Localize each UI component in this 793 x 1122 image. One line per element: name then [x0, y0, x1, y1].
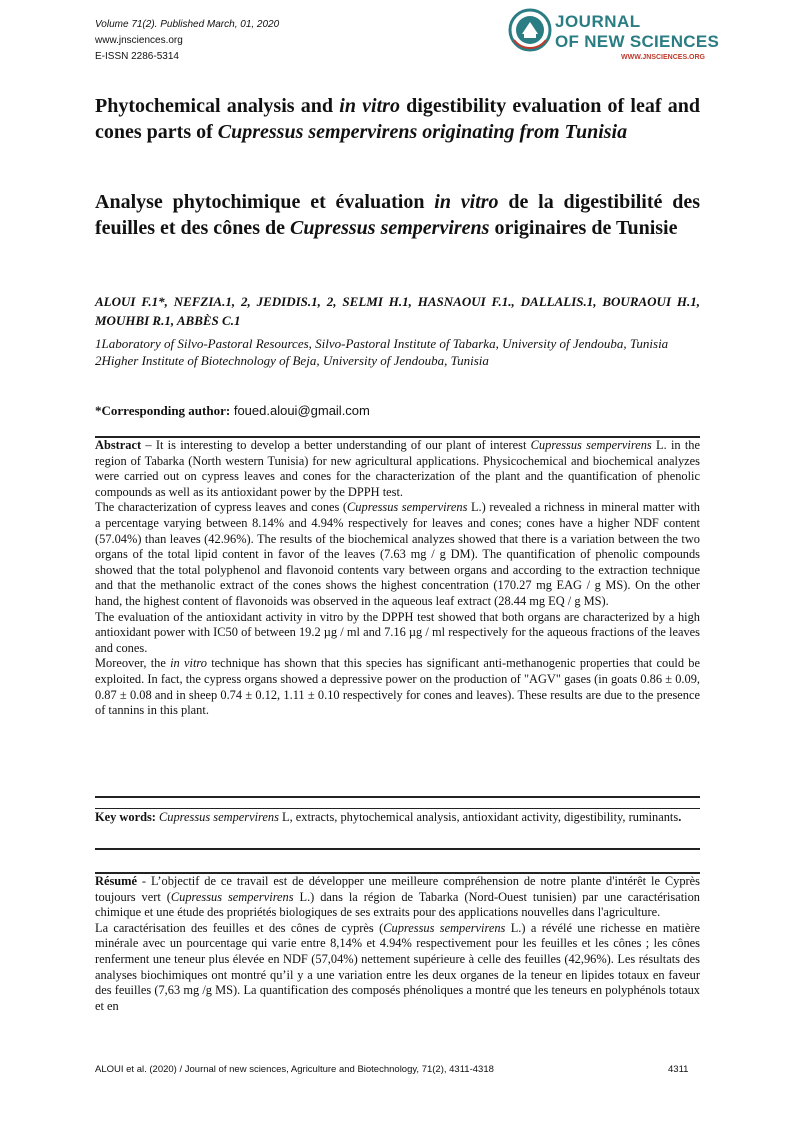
abstract-paragraph	[95, 500, 700, 609]
issn-line: E-ISSN 2286-5314	[95, 51, 179, 62]
resume-section	[95, 874, 700, 1014]
website-line: www.jnsciences.org	[95, 35, 183, 46]
divider	[95, 808, 700, 809]
divider	[95, 796, 700, 798]
corresponding-label: *Corresponding author:	[95, 403, 231, 418]
keywords-label: Key words:	[95, 810, 156, 824]
text-run: The characterization of cypress leaves and cones (	[95, 500, 348, 515]
text-run: L. in the region of Tabarka (North western Tunisia) for new agricultural applications. Physicochemical and biochemical analyzes were carried out on cypress leaves and cones for the characterization of the plant and the quantification of phenolic compounds as well as its antioxidant power by the DPPH test.	[95, 438, 700, 499]
text-run: .	[678, 810, 682, 824]
species-name: Cupressus sempervirens	[530, 438, 652, 452]
corresponding-author	[95, 402, 370, 420]
title-fr-part: de la digestibilité des feuilles et des cônes de	[95, 191, 700, 239]
affiliations	[95, 335, 700, 369]
title-english	[95, 93, 700, 145]
affiliation-1: 1Laboratory of Silvo-Pastoral Resources, Silvo-Pastoral Institute of Tabarka, University of Jendouba, Tunisia	[95, 336, 669, 351]
species-name: Cupressus sempervirens	[170, 889, 294, 904]
text-run: - L’objectif de ce travail est de développer une meilleure compréhension de notre plante d'intérêt le Cyprès toujours vert (	[95, 874, 700, 904]
text-run: La caractérisation des feuilles et des cônes de cyprès (	[95, 920, 384, 935]
abstract-paragraph: The evaluation of the antioxidant activity in vitro by the DPPH test showed that both organs are characterized by a high antioxidant power with IC50 of between 19.2 µg / ml and 7.16 µg / ml respectively for the aqueous fractions of the leaves and cones.	[95, 609, 700, 655]
resume-label: Résumé	[95, 874, 137, 888]
journal-logo	[508, 8, 720, 66]
abstract-label: Abstract	[95, 438, 142, 452]
title-fr-part: Analyse phytochimique et évaluation	[95, 191, 435, 213]
journal-seal-icon	[508, 8, 552, 52]
title-en-part: Phytochemical analysis and	[95, 95, 340, 117]
abstract-paragraph	[95, 438, 700, 500]
logo-line-new-sciences: OF NEW SCIENCES	[555, 32, 720, 51]
volume-line: Volume 71(2). Published March, 01, 2020	[95, 19, 280, 30]
text-run: L.) revealed a richness in mineral matter with a percentage varying between 8.14% and 4.94% respectively for leaves and cones; cones have a higher NDF content (57.04%) than leaves (42.96%). The results of the biochemical analyzes showed that there is a variation between the two organs of the total lipid content in favor of the leaves (7.63 mg / g DM). The quantification of phenolic compounds showed that the total polyphenol and flavonoid contents vary between organs and according to the extraction technique and that the methanolic extract of the cones shows the highest concentration (170.27 mg EAG / g MS). On the other hand, the highest content of flavonoids was observed in the aqueous leaf extract (28.44 mg EQ / g MS).	[95, 500, 700, 608]
divider	[95, 848, 700, 850]
text-run: L.) a révélé une richesse en matière minérale avec un pourcentage qui varie entre 8,14% et 4.94% respectivement pour les feuilles et les cônes ; les cônes renferment une teneur plus élevée en NDF (57,04%) nettement supérieure à celle des feuilles (42,96%). Les résultats des analyses biochimiques ont montré qu’il y a une variation entre les deux organes de la teneur en lipides totaux en faveur des feuilles (7,63 mg /g MS). La quantification des composés phénoliques a montré que les teneurs en polyphénols totaux et en	[95, 920, 700, 1013]
title-en-italic: in vitro	[339, 95, 400, 117]
author-list: ALOUI F.1*, NEFZIA.1, 2, JEDIDIS.1, 2, SELMI H.1, HASNAOUI F.1., DALLALIS.1, BOURAOUI H.1, MOUHBI R.1, ABBÈS C.1	[95, 294, 700, 328]
title-en-part: digestibility evaluation of leaf and cones parts of	[95, 95, 701, 143]
corresponding-email[interactable]: foued.aloui@gmail.com	[233, 403, 370, 418]
footer-citation: ALOUI et al. (2020) / Journal of new sciences, Agriculture and Biotechnology, 71(2), 4311-4318	[95, 1064, 494, 1075]
text-run: technique has shown that this species has significant anti-methanogenic properties that could be exploited. In fact, the cypress organs showed a depressive power on the production of "AGV" gases (in goats 0.86 ± 0.09, 0.87 ± 0.08 and in sheep 0.74 ± 0.12, 1.11 ± 0.10 respectively for cones and leaves). These results are due to the presence of tannins in this plant.	[95, 656, 700, 718]
text-run: Moreover, the	[95, 656, 171, 671]
title-en-italic: Cupressus sempervirens originating from Tunisia	[217, 121, 628, 143]
logo-url: WWW.JNSCIENCES.ORG	[621, 54, 706, 61]
title-fr-italic: Cupressus sempervirens	[289, 217, 490, 239]
keywords-text: L, extracts, phytochemical analysis, antioxidant activity, digestibility, ruminants	[278, 810, 679, 824]
title-fr-italic: in vitro	[434, 191, 499, 213]
keywords-paragraph	[95, 810, 700, 826]
title-french	[95, 189, 700, 241]
abstract-section	[95, 438, 700, 719]
journal-header-info	[95, 17, 279, 65]
page-number: 4311	[668, 1064, 689, 1075]
text-run: – It is interesting to develop a better understanding of our plant of interest	[141, 438, 531, 452]
keywords-section	[95, 810, 700, 826]
species-name: Cupressus sempervirens	[347, 500, 468, 515]
species-name: Cupressus sempervirens	[383, 920, 506, 935]
resume-paragraph	[95, 874, 700, 921]
text-run: L.) dans la région de Tabarka (Nord-Ouest tunisien) par une caractérisation chimique et une étude des propriétés biologiques de ses extraits pour des applications nouvelles dans l'agriculture.	[95, 889, 700, 920]
resume-paragraph	[95, 921, 700, 1015]
affiliation-2: 2Higher Institute of Biotechnology of Beja, University of Jendouba, Tunisia	[95, 353, 489, 368]
logo-line-journal: JOURNAL	[555, 12, 641, 31]
title-fr-part: originaires de Tunisie	[489, 217, 678, 239]
abstract-paragraph	[95, 656, 700, 718]
italic-term: in vitro	[170, 656, 207, 671]
species-name: Cupressus sempervirens	[155, 810, 279, 824]
